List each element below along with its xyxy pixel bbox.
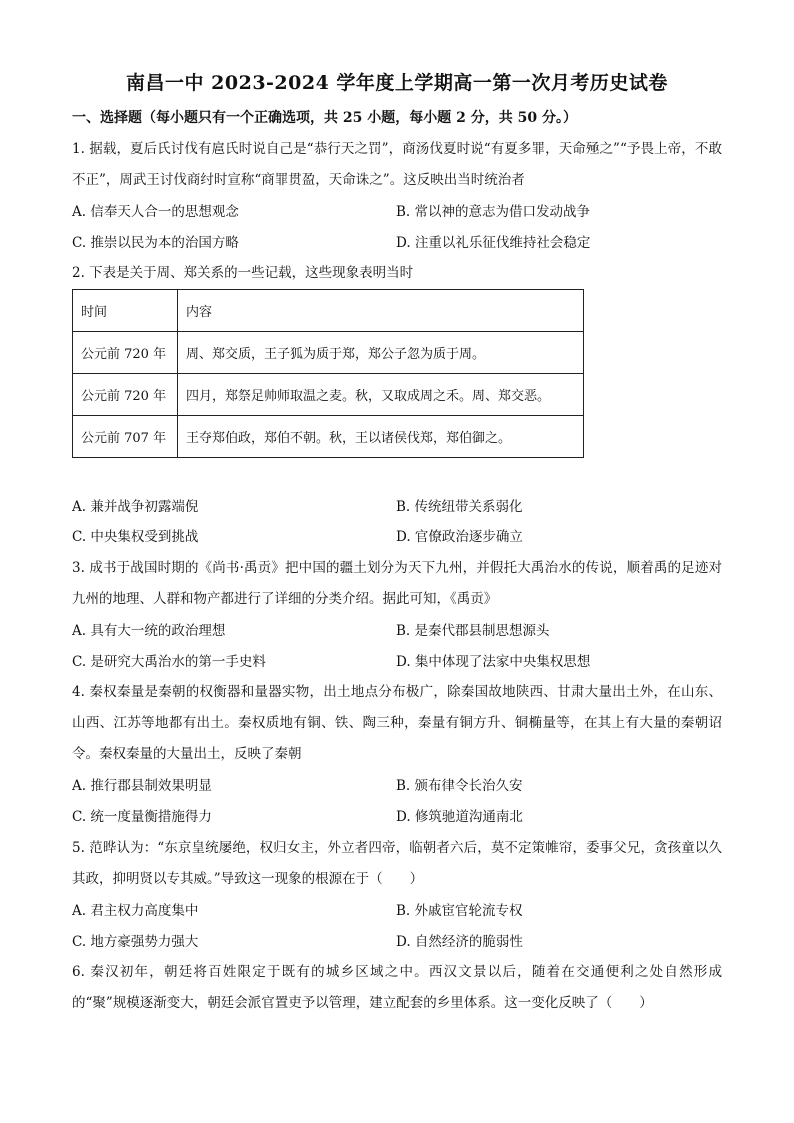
question-2-option-c[interactable]: C. 中央集权受到挑战 bbox=[72, 529, 199, 545]
question-5-option-c[interactable]: C. 地方豪强势力强大 bbox=[72, 934, 199, 950]
table-header-content: 内容 bbox=[178, 290, 584, 332]
question-4-option-b[interactable]: B. 颁布律令长治久安 bbox=[396, 778, 523, 794]
question-5-option-a[interactable]: A. 君主权力高度集中 bbox=[72, 903, 199, 919]
question-2-option-b[interactable]: B. 传统纽带关系弱化 bbox=[396, 499, 523, 515]
section-heading: 一、选择题（每小题只有一个正确选项，共 25 小题，每小题 2 分，共 50 分。） bbox=[72, 110, 577, 126]
table-row bbox=[73, 416, 584, 458]
question-6-stem: 6. 秦汉初年，朝廷将百姓限定于既有的城乡区域之中。西汉文景以后，随着在交通便利之处自然形成的“聚”规模逐渐变大，朝廷会派官置吏予以管理，建立配套的乡里体系。这一变化反映了（ ） bbox=[72, 964, 722, 1011]
question-5-option-d[interactable]: D. 自然经济的脆弱性 bbox=[396, 934, 523, 950]
question-1-option-a[interactable]: A. 信奉天人合一的思想观念 bbox=[72, 204, 239, 220]
question-3-stem: 3. 成书于战国时期的《尚书·禹贡》把中国的疆土划分为天下九州，并假托大禹治水的传说，顺着禹的足迹对九州的地理、人群和物产都进行了详细的分类介绍。据此可知，《禹贡》 bbox=[72, 560, 722, 607]
table-cell-content: 王夺郑伯政，郑伯不朝。秋，王以诸侯伐郑，郑伯御之。 bbox=[178, 416, 584, 458]
question-3-option-c[interactable]: C. 是研究大禹治水的第一手史料 bbox=[72, 654, 266, 670]
question-1-option-c[interactable]: C. 推崇以民为本的治国方略 bbox=[72, 235, 239, 251]
question-2-option-a[interactable]: A. 兼并战争初露端倪 bbox=[72, 499, 199, 515]
question-2-stem: 2. 下表是关于周、郑关系的一些记载，这些现象表明当时 bbox=[72, 265, 414, 281]
question-3-option-b[interactable]: B. 是秦代郡县制思想源头 bbox=[396, 623, 550, 639]
table-cell-content: 四月，郑祭足帅师取温之麦。秋，又取成周之禾。周、郑交恶。 bbox=[178, 374, 584, 416]
question-3-option-a[interactable]: A. 具有大一统的政治理想 bbox=[72, 623, 226, 639]
question-4-option-c[interactable]: C. 统一度量衡措施得力 bbox=[72, 809, 212, 825]
question-1-option-d[interactable]: D. 注重以礼乐征伐维持社会稳定 bbox=[396, 235, 591, 251]
zhou-zheng-table bbox=[72, 289, 584, 458]
question-4-stem: 4. 秦权秦量是秦朝的权衡器和量器实物，出土地点分布极广，除秦国故地陕西、甘肃大量出土外，在山东、山西、江苏等地都有出土。秦权质地有铜、铁、陶三种，秦量有铜方升、铜椭量等，在其上有大量的秦朝诏令。秦权秦量的大量出土，反映了秦朝 bbox=[72, 684, 722, 762]
table-cell-time: 公元前 720 年 bbox=[73, 374, 178, 416]
question-4-option-d[interactable]: D. 修筑驰道沟通南北 bbox=[396, 809, 523, 825]
question-2-option-d[interactable]: D. 官僚政治逐步确立 bbox=[396, 529, 523, 545]
question-3-option-d[interactable]: D. 集中体现了法家中央集权思想 bbox=[396, 654, 591, 670]
table-cell-time: 公元前 720 年 bbox=[73, 332, 178, 374]
table-cell-content: 周、郑交质，王子狐为质于郑，郑公子忽为质于周。 bbox=[178, 332, 584, 374]
table-header-time: 时间 bbox=[73, 290, 178, 332]
page-title: 南昌一中 2023-2024 学年度上学期高一第一次月考历史试卷 bbox=[126, 72, 668, 94]
question-5-option-b[interactable]: B. 外戚宦官轮流专权 bbox=[396, 903, 523, 919]
table-row bbox=[73, 374, 584, 416]
table-cell-time: 公元前 707 年 bbox=[73, 416, 178, 458]
question-1-option-b[interactable]: B. 常以神的意志为借口发动战争 bbox=[396, 204, 591, 220]
question-4-option-a[interactable]: A. 推行郡县制效果明显 bbox=[72, 778, 212, 794]
table-row bbox=[73, 332, 584, 374]
table-header-row bbox=[73, 290, 584, 332]
question-1-stem: 1. 据载，夏后氏讨伐有扈氏时说自己是“恭行天之罚”，商汤伐夏时说“有夏多罪，天命殛之”“予畏上帝，不敢不正”，周武王讨伐商纣时宣称“商罪贯盈，天命诛之”。这反映出当时统治者 bbox=[72, 141, 722, 188]
question-5-stem: 5. 范晔认为：“东京皇统屡绝，权归女主，外立者四帝，临朝者六后，莫不定策帷帘，委事父兄，贪孩童以久其政，抑明贤以专其威。”导致这一现象的根源在于（ ） bbox=[72, 840, 722, 887]
